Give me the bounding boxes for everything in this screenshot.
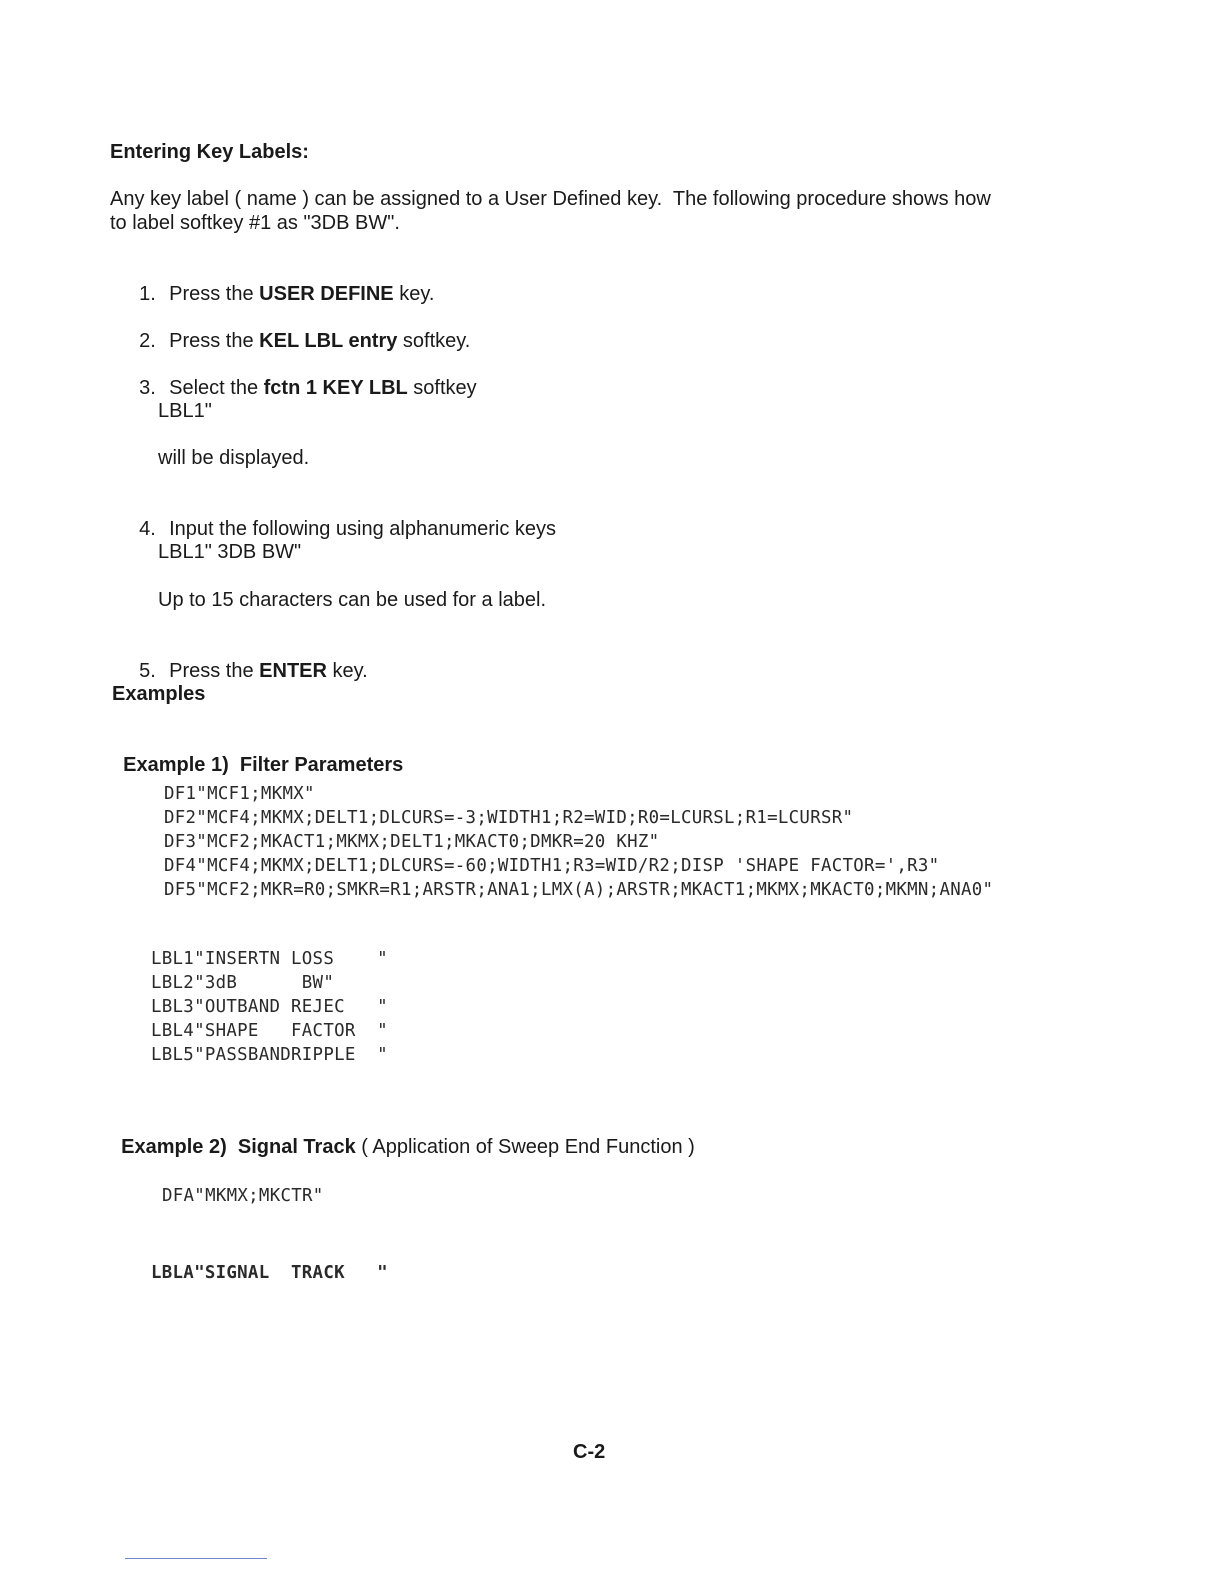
footer-rule: [125, 1558, 267, 1559]
step-2: [128, 305, 470, 353]
label-line: LBLA"SIGNAL TRACK ": [151, 1263, 388, 1283]
example-1-label: Example 1): [123, 754, 229, 776]
section-heading: Entering Key Labels:: [110, 141, 309, 163]
code-line: DFA"MKMX;MKCTR": [162, 1186, 324, 1206]
intro-line-1: Any key label ( name ) can be assigned to a User Defined key. The following procedure shows how: [110, 188, 991, 210]
code-line: DF5"MCF2;MKR=R0;SMKR=R1;ARSTR;ANA1;LMX(A);ARSTR;MKACT1;MKMX;MKACT0;MKMN;ANA0": [164, 880, 994, 900]
examples-heading: Examples: [112, 683, 206, 705]
label-line: LBL1"INSERTN LOSS ": [151, 949, 388, 969]
label-line: LBL3"OUTBAND REJEC ": [151, 997, 388, 1017]
step-1: [128, 258, 434, 306]
step-text: Press the: [169, 660, 260, 682]
step-text-end: key.: [393, 283, 435, 305]
code-line: DF2"MCF4;MKMX;DELT1;DLCURS=-3;WIDTH1;R2=WID;R0=LCURSL;R1=LCURSR": [164, 808, 854, 828]
label-line: LBL2"3dB BW": [151, 973, 335, 993]
example-2-title: Signal Track: [237, 1136, 356, 1158]
step-number: 5.: [139, 660, 156, 682]
step-key-name: KEL LBL entry: [259, 330, 398, 352]
example-2-heading: [110, 1111, 695, 1159]
example-2-label: Example 2): [121, 1136, 227, 1158]
step-number: 3.: [139, 377, 156, 399]
code-line: DF4"MCF4;MKMX;DELT1;DLCURS=-60;WIDTH1;R3=WID/R2;DISP 'SHAPE FACTOR=',R3": [164, 856, 940, 876]
step-3: [128, 352, 477, 400]
code-line: DF3"MCF2;MKACT1;MKMX;DELT1;MKACT0;DMKR=20 KHZ": [164, 832, 660, 852]
step-number: 4.: [139, 518, 156, 540]
intro-line-2: to label softkey #1 as "3DB BW".: [110, 212, 400, 234]
label-line: LBL5"PASSBANDRIPPLE ": [151, 1045, 388, 1065]
step-5: [128, 635, 368, 683]
step-text: Select the: [169, 377, 264, 399]
step-4-input: LBL1" 3DB BW": [158, 541, 302, 563]
step-3-display: LBL1": [158, 400, 212, 422]
step-text-end: softkey.: [397, 330, 471, 352]
step-text: Press the: [169, 283, 260, 305]
example-2-subtitle: ( Application of Sweep End Function ): [355, 1136, 695, 1158]
step-4: [128, 493, 556, 541]
step-key-name: fctn 1 KEY LBL: [263, 377, 408, 399]
code-line: DF1"MCF1;MKMX": [164, 784, 315, 804]
step-key-name: ENTER: [259, 660, 327, 682]
step-text: Input the following using alphanumeric keys: [169, 518, 557, 540]
page-number: C-2: [573, 1441, 606, 1463]
example-1-heading: [112, 731, 403, 777]
step-number: 2.: [139, 330, 156, 352]
label-line: LBL4"SHAPE FACTOR ": [151, 1021, 388, 1041]
step-key-name: USER DEFINE: [259, 283, 394, 305]
step-text-end: softkey: [407, 377, 477, 399]
step-4-note: Up to 15 characters can be used for a label.: [158, 589, 547, 611]
step-text: Press the: [169, 330, 260, 352]
example-1-title: Filter Parameters: [239, 754, 404, 776]
step-text-end: key.: [326, 660, 368, 682]
step-3-note: will be displayed.: [158, 447, 310, 469]
step-number: 1.: [139, 283, 156, 305]
